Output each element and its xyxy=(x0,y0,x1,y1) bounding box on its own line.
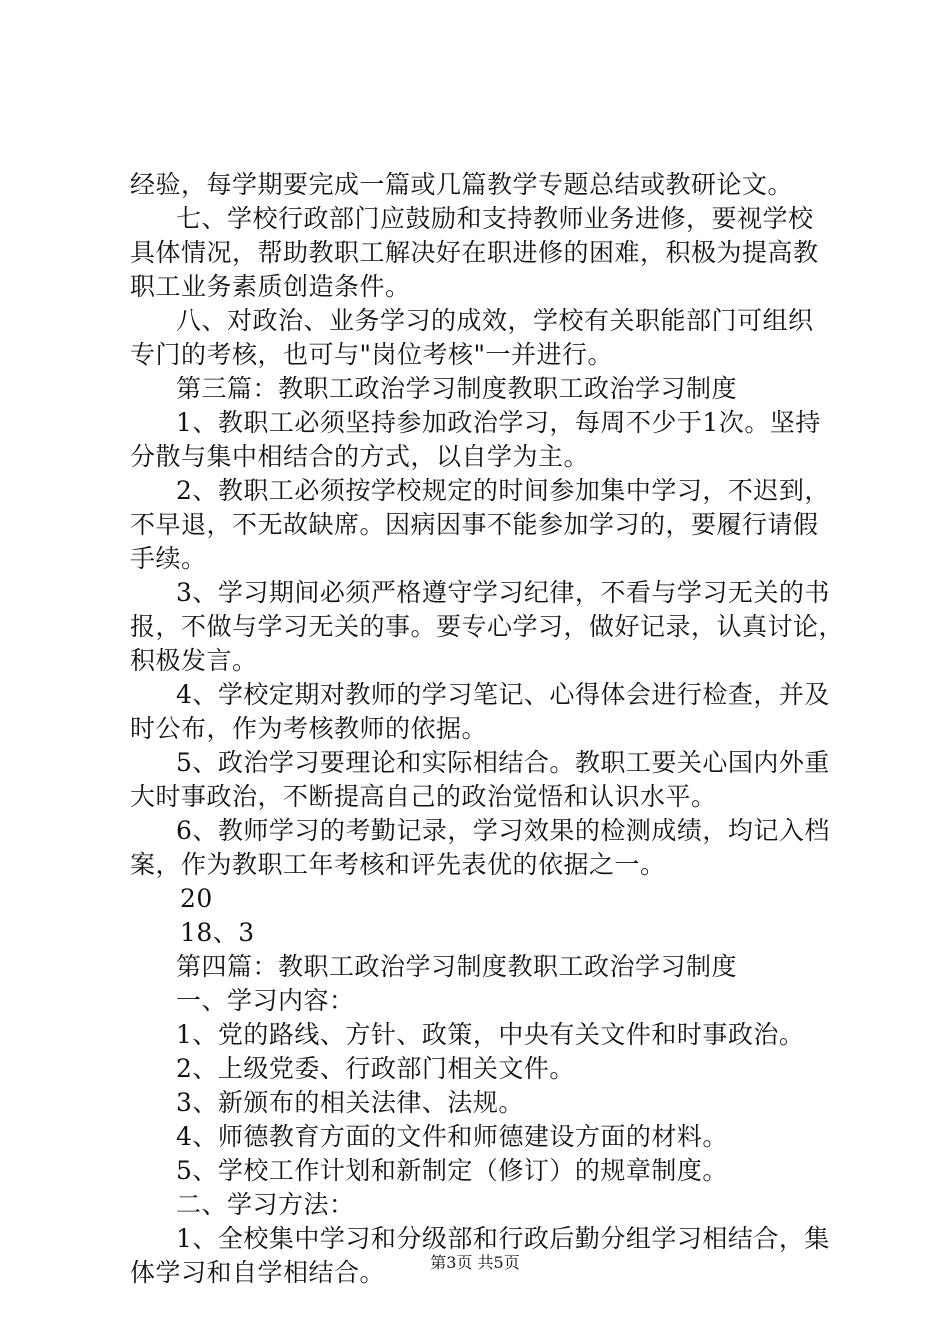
text-line: 1、教职工必须坚持参加政治学习，每周不少于1次。坚持 xyxy=(176,408,821,437)
text-line: 6、教师学习的考勤记录，学习效果的检测成绩，均记入档 xyxy=(176,816,830,845)
text-line: 职工业务素质创造条件。 xyxy=(130,272,411,301)
text-line: 七、学校行政部门应鼓励和支持教师业务进修，要视学校 xyxy=(176,204,814,233)
text-line: 3、新颁布的相关法律、法规。 xyxy=(176,1088,524,1117)
text-line: 3、学习期间必须严格遵守学习纪律，不看与学习无关的书 xyxy=(176,578,830,607)
page-footer: 第3页 共5页 xyxy=(430,1253,520,1272)
text-line: 二、学习方法： xyxy=(176,1190,355,1219)
text-line: 积极发言。 xyxy=(130,646,258,675)
text-line: 4、师德教育方面的文件和师德建设方面的材料。 xyxy=(176,1122,728,1151)
section-heading: 第三篇：教职工政治学习制度教职工政治学习制度 xyxy=(176,374,738,403)
text-line: 5、政治学习要理论和实际相结合。教职工要关心国内外重 xyxy=(176,748,830,777)
text-line: 2、上级党委、行政部门相关文件。 xyxy=(176,1054,575,1083)
text-line: 具体情况，帮助教职工解决好在职进修的困难，积极为提高教 xyxy=(130,238,819,267)
text-line: 4、学校定期对教师的学习笔记、心得体会进行检查，并及 xyxy=(176,680,830,709)
text-line: 20 xyxy=(180,884,213,913)
text-line: 2、教职工必须按学校规定的时间参加集中学习，不迟到， xyxy=(176,476,830,505)
text-line: 5、学校工作计划和新制定（修订）的规章制度。 xyxy=(176,1156,728,1185)
text-line: 专门的考核，也可与"岗位考核"一并进行。 xyxy=(130,340,613,369)
text-line: 经验，每学期要完成一篇或几篇教学专题总结或教研论文。 xyxy=(130,170,794,199)
text-line: 1、全校集中学习和分级部和行政后勤分组学习相结合，集 xyxy=(176,1224,830,1253)
text-line: 报，不做与学习无关的事。要专心学习，做好记录，认真讨论， xyxy=(130,612,845,641)
section-heading: 第四篇：教职工政治学习制度教职工政治学习制度 xyxy=(176,952,738,981)
text-line: 体学习和自学相结合。 xyxy=(130,1258,386,1287)
text-line: 时公布，作为考核教师的依据。 xyxy=(130,714,488,743)
text-line: 不早退，不无故缺席。因病因事不能参加学习的，要履行请假 xyxy=(130,510,819,539)
text-line: 分散与集中相结合的方式，以自学为主。 xyxy=(130,442,590,471)
text-line: 大时事政治，不断提高自己的政治觉悟和认识水平。 xyxy=(130,782,717,811)
text-line: 一、学习内容： xyxy=(176,986,355,1015)
text-line: 手续。 xyxy=(130,544,207,573)
text-line: 1、党的路线、方针、政策，中央有关文件和时事政治。 xyxy=(176,1020,805,1049)
text-line: 18、3 xyxy=(180,918,255,947)
text-line: 八、对政治、业务学习的成效，学校有关职能部门可组织 xyxy=(176,306,814,335)
text-line: 案，作为教职工年考核和评先表优的依据之一。 xyxy=(130,850,666,879)
